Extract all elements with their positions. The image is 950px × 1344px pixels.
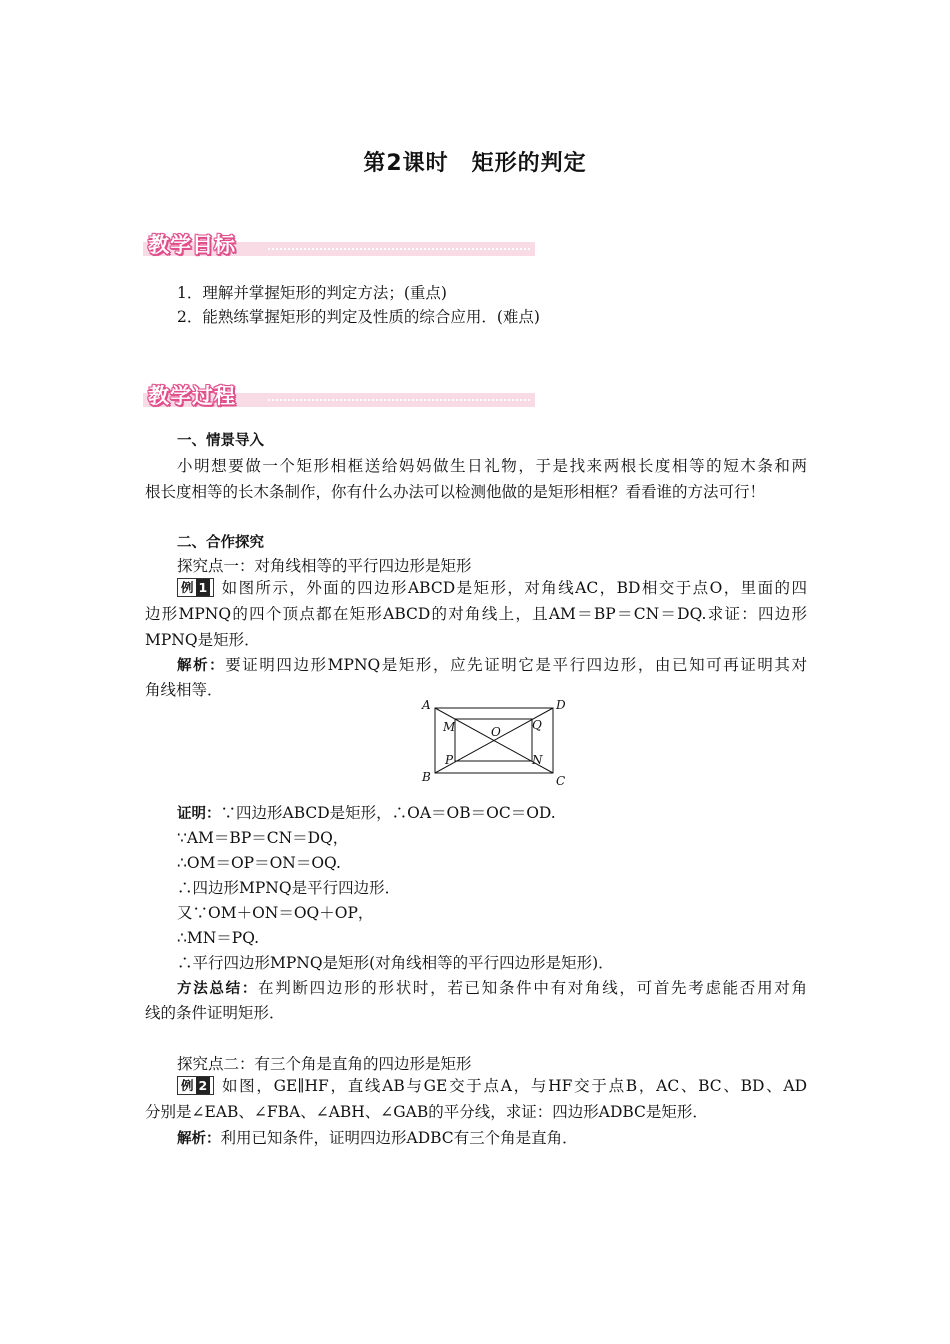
intro-line: 根长度相等的长木条制作，你有什么办法可以检测他做的是矩形相框？看看谁的方法可行！ (145, 483, 766, 501)
banner-dots (268, 248, 530, 250)
label-d: D (556, 698, 566, 712)
example1-line: 边形MPNQ的四个顶点都在矩形ABCD的对角线上，且AM＝BP＝CN＝DQ.求证：四边形 (145, 605, 807, 623)
analysis-line: 解析：利用已知条件，证明四边形ADBC有三个角是直角． (177, 1129, 578, 1147)
rectangle-figure (415, 697, 575, 789)
label-n: N (532, 753, 543, 767)
label-p: P (445, 753, 454, 767)
example-tag: 例 1 (177, 578, 214, 597)
banner-label: 教学过程 (148, 384, 236, 408)
analysis-line: 解析：要证明四边形MPNQ是矩形，应先证明它是平行四边形，由已知可再证明其对 (177, 656, 807, 674)
exploration-point-2: 探究点二：有三个角是直角的四边形是矩形 (177, 1055, 472, 1073)
section-banner-process (143, 381, 535, 411)
example2-line: 例 2 如图，GE∥HF，直线AB与GE交于点A，与HF交于点B，AC、BC、BD、AD (177, 1074, 807, 1098)
analysis-line: 角线相等． (145, 681, 223, 699)
part2-heading: 二、合作探究 (177, 535, 264, 551)
proof-line: ∴四边形MPNQ是平行四边形． (177, 879, 401, 897)
label-a: A (422, 698, 431, 712)
proof-line: ∵AM＝BP＝CN＝DQ， (177, 829, 349, 847)
example1-line: 例 1 如图所示，外面的四边形ABCD是矩形，对角线AC，BD相交于点O，里面的四 (177, 576, 807, 600)
banner-dots (268, 399, 530, 401)
example1-line: MPNQ是矩形． (145, 631, 260, 649)
section-banner-goals (143, 230, 535, 260)
banner-label: 教学目标 (148, 233, 236, 257)
intro-line: 小明想要做一个矩形相框送给妈妈做生日礼物，于是找来两根长度相等的短木条和两 (177, 457, 807, 475)
goal-item: 2．能熟练掌握矩形的判定及性质的综合应用．(难点) (177, 308, 540, 326)
method-summary-line: 线的条件证明矩形． (145, 1004, 285, 1022)
label-c: C (556, 774, 566, 788)
proof-line: ∴MN＝PQ. (177, 929, 260, 947)
proof-line: ∴OM＝OP＝ON＝OQ. (177, 854, 341, 872)
proof-line: ∴平行四边形MPNQ是矩形(对角线相等的平行四边形是矩形)． (177, 954, 614, 972)
method-summary-line: 方法总结：在判断四边形的形状时，若已知条件中有对角线，可首先考虑能否用对角 (177, 979, 807, 997)
part1-heading: 一、情景导入 (177, 433, 264, 449)
label-o: O (491, 725, 501, 739)
example-tag: 例 2 (177, 1076, 214, 1095)
label-q: Q (532, 718, 542, 732)
goal-item: 1．理解并掌握矩形的判定方法；(重点) (177, 284, 447, 302)
label-m: M (443, 720, 456, 734)
exploration-point-1: 探究点一：对角线相等的平行四边形是矩形 (177, 557, 472, 575)
example2-line: 分别是∠EAB、∠FBA、∠ABH、∠GAB的平分线，求证：四边形ADBC是矩形． (145, 1103, 708, 1121)
label-b: B (422, 770, 431, 784)
proof-line: 证明：∵四边形ABCD是矩形，∴OA＝OB＝OC＝OD. (177, 804, 556, 822)
proof-line: 又∵OM＋ON＝OQ＋OP， (177, 904, 374, 922)
page-title: 第2课时 矩形的判定 (363, 151, 587, 176)
